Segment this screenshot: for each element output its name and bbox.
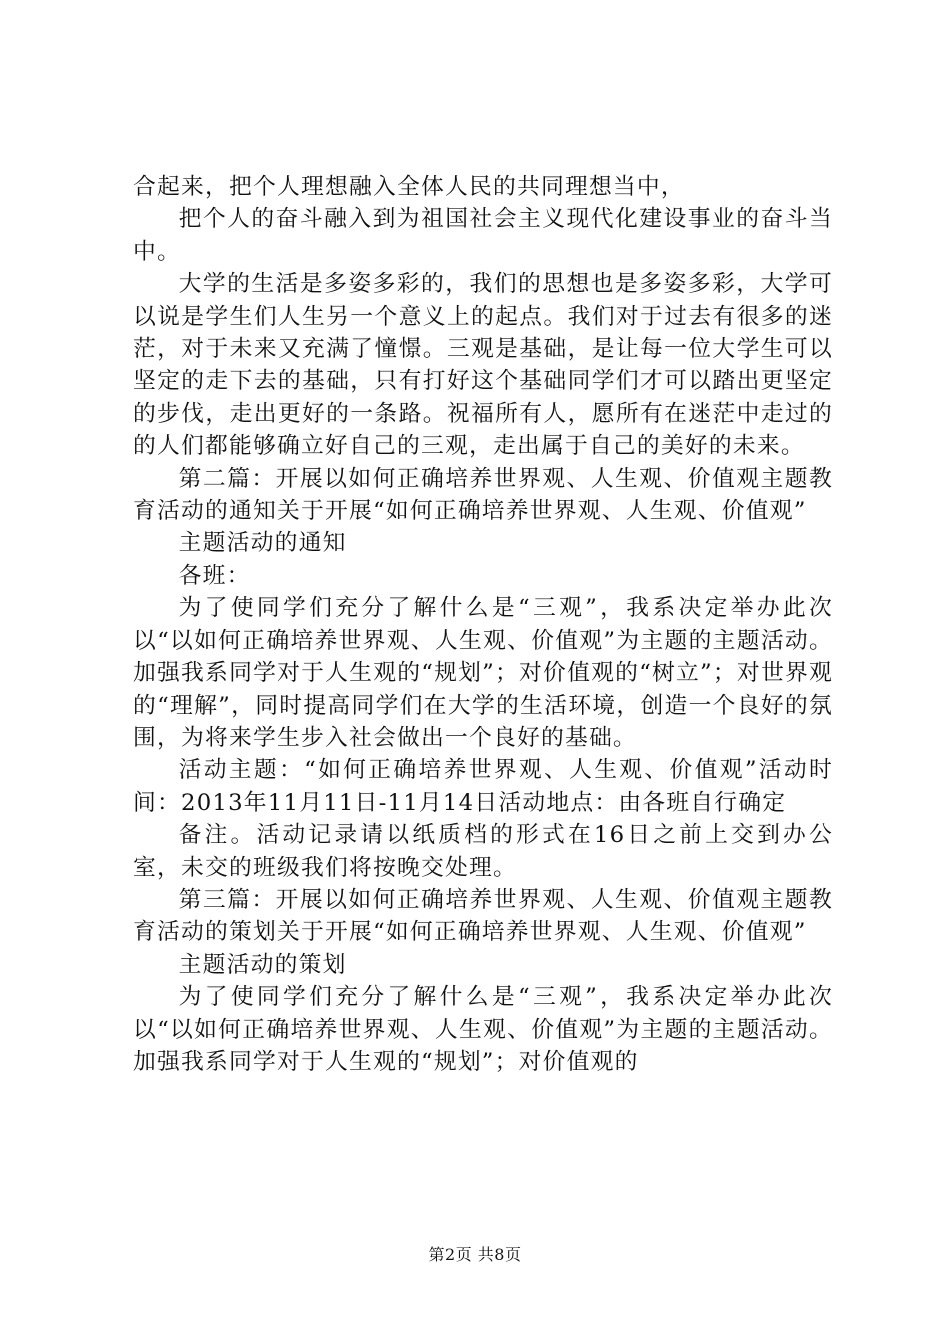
notice-salutation: 各班： xyxy=(178,562,251,589)
section-heading-3: 第三篇：开展以如何正确培养世界观、人生观、价值观主题教育活动的策划关于开展“如何正确培养世界观、人生观、价值观” xyxy=(133,886,833,946)
plan-body: 为了使同学们充分了解什么是“三观”，我系决定举办此次以“以如何正确培养世界观、人生观、价值观”为主题的主题活动。加强我系同学对于人生观的“规划”；对价值观的 xyxy=(133,984,833,1075)
activity-details: 活动主题：“如何正确培养世界观、人生观、价值观”活动时间：2013年11月11日-11月14日活动地点：由各班自行确定 xyxy=(133,757,833,816)
paragraph-3: 大学的生活是多姿多彩的，我们的思想也是多姿多彩，大学可以说是学生们人生另一个意义上的起点。我们对于过去有很多的迷茫，对于未来又充满了憧憬。三观是基础，是让每一位大学生可以坚定的走下去的基础，只有打好这个基础同学们才可以踏出更坚定的步伐，走出更好的一条路。祝福所有人，愿所有在迷茫中走过的的人们都能够确立好自己的三观，走出属于自己的美好的未来。 xyxy=(133,271,833,460)
page-number-footer: 第2页 共8页 xyxy=(428,1245,522,1264)
notice-title: 主题活动的通知 xyxy=(178,530,347,557)
paragraph-1: 合起来，把个人理想融入全体人民的共同理想当中， xyxy=(133,174,685,200)
document-body xyxy=(133,171,833,1078)
plan-title: 主题活动的策划 xyxy=(178,951,347,978)
section-heading-2: 第二篇：开展以如何正确培养世界观、人生观、价值观主题教育活动的通知关于开展“如何正确培养世界观、人生观、价值观” xyxy=(133,465,833,525)
paragraph-2: 把个人的奋斗融入到为祖国社会主义现代化建设事业的奋斗当中。 xyxy=(133,206,833,265)
notice-body: 为了使同学们充分了解什么是“三观”，我系决定举办此次以“以如何正确培养世界观、人生观、价值观”为主题的主题活动。加强我系同学对于人生观的“规划”；对价值观的“树立”；对世界观的“理解”，同时提高同学们在大学的生活环境，创造一个良好的氛围，为将来学生步入社会做出一个良好的基础。 xyxy=(133,595,833,751)
notice-remark: 备注。活动记录请以纸质档的形式在16日之前上交到办公室，未交的班级我们将按晚交处理。 xyxy=(133,822,833,881)
